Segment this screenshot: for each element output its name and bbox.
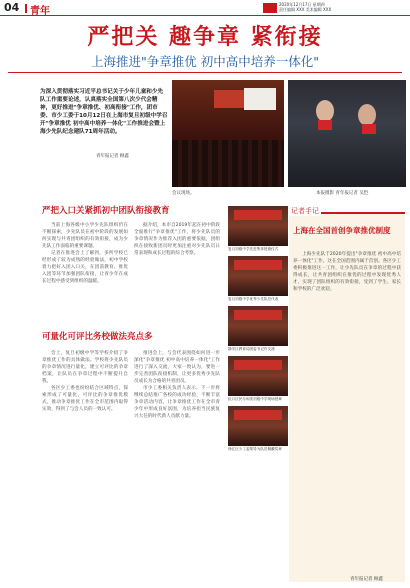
sidebar-body: 上海少先队于2020年提出"争章推优 初中高中培养一体化"工作，这在全国范围内属于首创。各区少工委积极推进这一工作，让少先队员在争章的过程中获得成长，让共青团组织在推优的过程中发现优秀人才，实现了团队组织的有效衔接，受到了学生、家长和学校的广泛欢迎。 <box>293 252 401 293</box>
section3-paragraph: 推进会上，与会代表围绕如何进一步深化"争章推优 初中高中培养一体化"工作进行了深入交流，大家一致认为，要进一步完善团队衔接机制，让更多优秀少先队员成长为合格的共青团员。 <box>134 351 220 385</box>
section3-body <box>134 350 220 420</box>
small-photo-caption: 虹口区民办和美初级中学现场授章 <box>228 397 282 401</box>
header-divider <box>25 4 27 13</box>
section1-paragraph: 据介绍，本市自2019年起在初中阶段全面推行"争章推优"工作，将少先队员的争章情况作为推荐入团的重要依据，团组织在接收新团员时更加注重对少先队员日常表现和成长过程的综合考察。 <box>134 223 220 257</box>
small-photo-caption: 复旦初级中学优秀少先队员代表 <box>228 297 279 301</box>
small-photo-5 <box>228 406 288 446</box>
section2-paragraph: 会上，复旦初级中学等学校介绍了争章推优工作的具体做法。学校将少先队员的争章情况进行量化，建立可评比的争章档案，让队员在争章过程中不断提升自我。 <box>42 351 128 385</box>
small-photo-2 <box>228 256 288 296</box>
page-header <box>0 0 410 16</box>
sidebar-heading: 上海在全国首创争章推优制度 <box>293 226 391 235</box>
section2-paragraph: 各区少工委也纷纷结合区域特点，探索形成了可量化、可评比的争章推优模式，推动争章推优工作在全市范围内取得实效，得到了与会人员的一致认可。 <box>42 386 128 413</box>
headline-subtitle: 上海推进"争章推优 初中高中培养一体化" <box>91 54 319 69</box>
small-photo-3 <box>228 306 288 346</box>
small-photo-caption: 复旦初级中学先进集体授旗仪式 <box>228 247 279 251</box>
small-photo-caption: 徐汇区少工委领导为队员佩戴奖章 <box>228 447 282 451</box>
conference-photo-caption: 会议现场。 <box>172 191 195 196</box>
sidebar-label: 记者手记 <box>291 207 319 215</box>
small-photo-4 <box>228 356 288 396</box>
conference-photo <box>172 80 284 187</box>
section2-body <box>42 350 128 413</box>
sidebar-author: 青年报记者 顾鑫 <box>350 577 383 582</box>
lead-author: 青年报记者 顾鑫 <box>96 154 129 159</box>
small-photo-1 <box>228 206 288 246</box>
headline-rule <box>8 72 402 73</box>
column-name: 青年 <box>30 6 50 17</box>
header-date: 2020年12月17日 星期四 责任编辑 XXX 美术编辑 XXX <box>279 2 332 12</box>
section1-paragraph: 当前上海各级中小学少先队组织仍在不断探索，少先队员在初中阶段的发展如何实现与共青团组织的有效衔接，成为少先队工作面临的重要课题。 <box>42 223 128 250</box>
students-photo <box>288 80 406 187</box>
section1-body-a <box>42 222 128 285</box>
section3-paragraph: 市少工委相关负责人表示，下一步将继续总结推广各校的成功经验，不断丰富争章活动内容，让争章推优工作在全市青少年中形成良好氛围，为培养担当民族复兴大任的时代新人贡献力量。 <box>134 386 220 420</box>
small-photo-caption: 静安区教育局团委书记作交流 <box>228 347 275 351</box>
section1-body-b <box>134 222 220 257</box>
masthead-logo-icon <box>263 3 277 13</box>
section2-heading: 可量化可评比务校做法亮点多 <box>42 332 153 342</box>
section1-paragraph: 记者在推进会上了解到，多所学校已经形成了较为成熟的经验做法，初中学校着力把好入团入口关，在团前教育、推优入团等环节加强团队衔接，让青少年在成长过程中感受到组织的温暖。 <box>42 251 128 285</box>
headline-title: 严把关 趣争章 紧衔接 <box>87 24 323 50</box>
page-number: 04 <box>4 1 20 14</box>
section1-heading: 严把入口关紧抓初中团队衔接教育 <box>42 206 170 216</box>
lead-paragraph: 为深入贯彻落实习近平总书记关于少年儿童和少先队工作重要论述，认真落实全国第八次少代会精神，更好推进"争章推优、初高衔接"工作，团市委、市少工委于10月12日在上海市复旦初级中学召开"争章推优 初中高中培养一体化"工作推进会暨上海少先队纪念建队71周年活动。 <box>40 89 168 135</box>
students-photo-caption: 本报摄影 青年报记者 吴恺 <box>316 191 369 196</box>
